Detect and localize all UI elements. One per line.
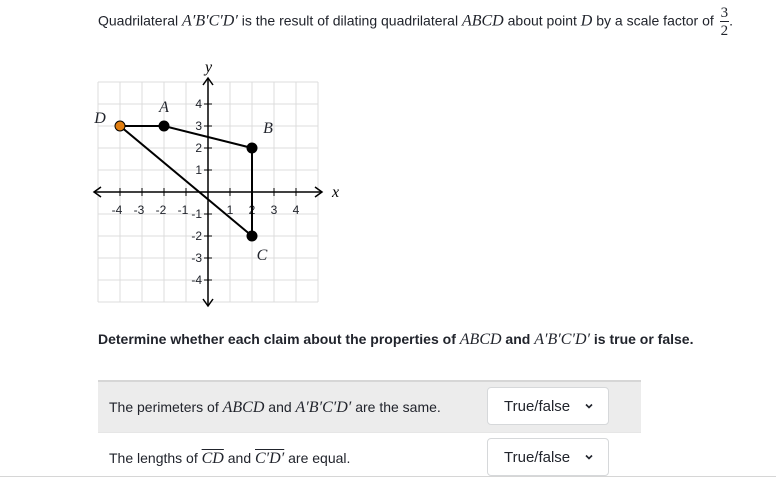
true-false-dropdown[interactable] bbox=[487, 387, 609, 425]
dropdown-label: True/false bbox=[504, 449, 571, 466]
image-quadrilateral-name: A′B′C′D′ bbox=[182, 12, 238, 30]
y-tick-label: -3 bbox=[191, 251, 202, 265]
claim-and: and bbox=[223, 450, 255, 466]
prompt-image-name: A′B′C′D′ bbox=[534, 331, 590, 348]
y-axis-label: y bbox=[205, 59, 213, 76]
claim-post: are equal. bbox=[284, 450, 351, 466]
point-d bbox=[115, 121, 125, 131]
claim-pre: The perimeters of bbox=[109, 399, 223, 415]
point-label-b: B bbox=[263, 120, 273, 137]
x-tick-label: -1 bbox=[177, 203, 189, 217]
point-label-d: D bbox=[94, 110, 106, 127]
prompt-and: and bbox=[501, 331, 535, 347]
claim-and: and bbox=[264, 399, 296, 415]
claim-figure-a: ABCD bbox=[222, 399, 265, 416]
y-tick-label: 3 bbox=[195, 119, 202, 133]
y-tick-label: -4 bbox=[191, 273, 202, 287]
prompt-prefix: Determine whether each claim about the properties of bbox=[98, 331, 460, 347]
x-tick-label: -3 bbox=[133, 203, 145, 217]
point-label-c: C bbox=[256, 247, 268, 264]
intro-mid-2: about point bbox=[503, 12, 581, 29]
intro-end: . bbox=[729, 12, 734, 29]
claim-pre: The lengths of bbox=[109, 450, 202, 466]
dropdown-label: True/false bbox=[504, 398, 571, 415]
claim-segment-b: C′D′ bbox=[255, 450, 285, 467]
claim-text bbox=[109, 396, 441, 419]
claim-text bbox=[109, 447, 350, 470]
intro-mid-3: by a scale factor of bbox=[592, 12, 718, 29]
prompt-suffix: is true or false. bbox=[590, 331, 694, 347]
x-tick-label: -4 bbox=[111, 203, 123, 217]
dilation-center: D bbox=[580, 12, 593, 30]
intro-prefix: Quadrilateral bbox=[98, 12, 183, 29]
point-b bbox=[247, 143, 257, 153]
x-tick-label: 1 bbox=[226, 203, 234, 217]
point-label-a: A bbox=[159, 99, 169, 116]
original-quadrilateral-name: ABCD bbox=[461, 12, 504, 30]
point-c bbox=[247, 231, 257, 241]
x-tick-label: 4 bbox=[292, 203, 300, 217]
claim-segment-a: $\overline{CD}$ bbox=[201, 450, 224, 467]
graph-axes bbox=[94, 78, 322, 306]
scale-numerator: 3 bbox=[720, 5, 729, 21]
divider bbox=[0, 476, 776, 477]
scale-denominator: 2 bbox=[720, 23, 729, 39]
chevron-down-icon bbox=[584, 401, 594, 411]
claim-figure-b: A′B′C′D′ bbox=[295, 399, 352, 416]
x-tick-label: 2 bbox=[248, 203, 256, 217]
claim-row-perimeters bbox=[98, 380, 641, 432]
y-tick-label: 2 bbox=[195, 141, 202, 155]
intro-mid-1: is the result of dilating quadrilateral bbox=[237, 12, 462, 29]
instructions bbox=[98, 328, 693, 351]
true-false-dropdown[interactable] bbox=[487, 438, 609, 476]
x-axis-label: x bbox=[332, 184, 340, 201]
y-tick-label: 1 bbox=[195, 163, 202, 177]
x-tick-label: 3 bbox=[270, 203, 278, 217]
chevron-down-icon bbox=[584, 452, 594, 462]
y-tick-label: -2 bbox=[191, 229, 202, 243]
x-tick-label: -2 bbox=[155, 203, 167, 217]
y-tick-label: 4 bbox=[195, 97, 202, 111]
claim-post: are the same. bbox=[351, 399, 441, 415]
prompt-original-name: ABCD bbox=[459, 331, 502, 348]
y-tick-label: -1 bbox=[191, 207, 202, 221]
point-a bbox=[159, 121, 169, 131]
